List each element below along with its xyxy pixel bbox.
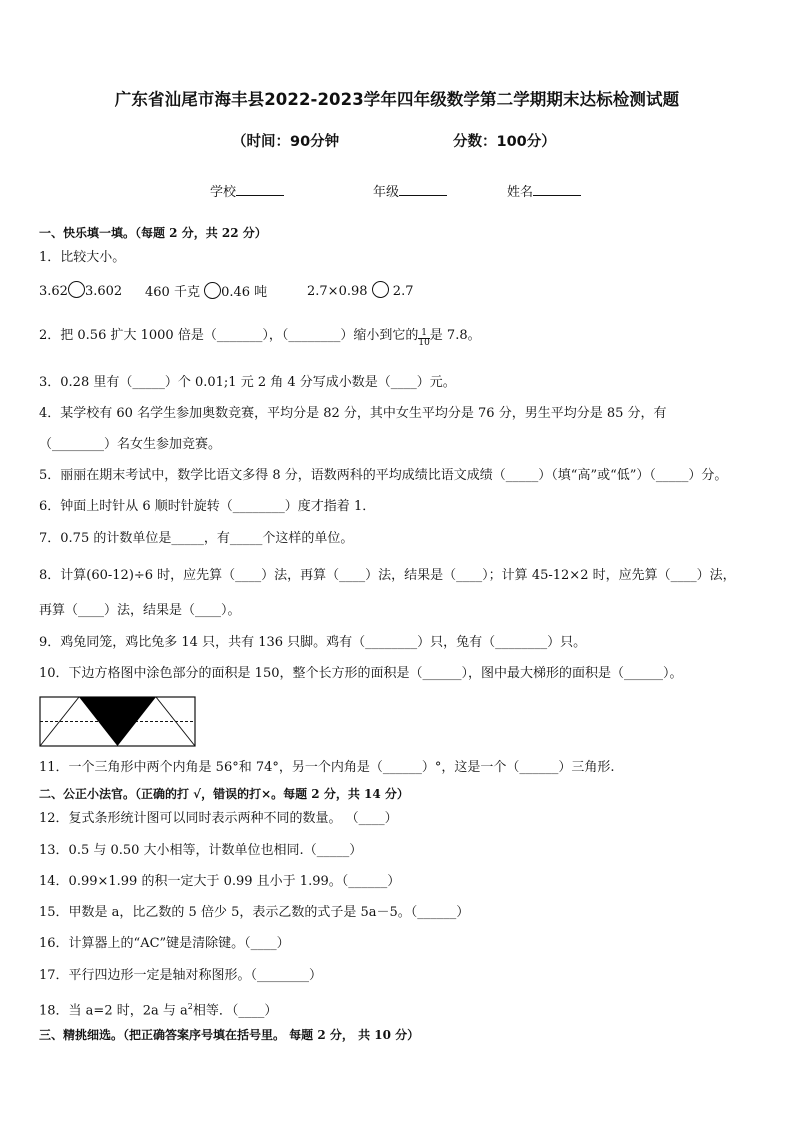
question-11: 11．一个三角形中两个内角是 56°和 74°，另一个内角是（______）°，这是一个（______）三角形. (39, 760, 615, 775)
question-15: 15．甲数是 a，比乙数的 5 倍少 5，表示乙数的式子是 5a－5。（______） (39, 905, 470, 920)
question-3: 3．0.28 里有（_____）个 0.01;1 元 2 角 4 分写成小数是（____）元。 (39, 375, 456, 390)
question-5: 5．丽丽在期末考试中，数学比语文多得 8 分，语数两科的平均成绩比语文成绩（_____）（填“高”或“低”）（_____）分。 (39, 468, 728, 483)
fraction: $\frac{1}{10}$ (418, 328, 430, 348)
exam-time: （时间：90分钟 (232, 134, 340, 150)
question-16: 16．计算器上的“AC”键是清除键。（____） (39, 936, 290, 951)
compare-3: 2.7×0.98 2.7 (307, 281, 413, 299)
question-9: 9．鸡兔同笼，鸡比兔多 14 只，共有 136 只脚。鸡有（________）只，兔有（________）只。 (39, 635, 587, 650)
compare-circle[interactable] (372, 281, 389, 298)
question-2: 2．把 0.56 扩大 1000 倍是（_______），（________）缩小到它的 $\frac{1}{10}$ 是 7.8。 (39, 328, 481, 348)
question-18: 18．当 a=2 时，2a 与 $a^2$相等．（____） (39, 1002, 278, 1019)
question-7: 7．0.75 的计数单位是_____，有_____个这样的单位。 (39, 531, 354, 546)
question-10: 10．下边方格图中涂色部分的面积是 150，整个长方形的面积是（______），图中最大梯形的面积是（______）。 (39, 666, 683, 681)
grade-field[interactable]: 年级 (373, 181, 447, 200)
grid-trapezoid-figure (39, 696, 197, 748)
question-4-cont: （________）名女生参加竞赛。 (39, 437, 222, 452)
name-field[interactable]: 姓名 (507, 181, 581, 200)
question-17: 17．平行四边形一定是轴对称图形。（________） (39, 968, 323, 983)
question-14: 14．0.99×1.99 的积一定大于 0.99 且小于 1.99。（______） (39, 874, 401, 889)
question-1: 1．比较大小。 (39, 250, 126, 265)
compare-circle[interactable] (204, 282, 221, 299)
question-8-cont: 再算（____）法，结果是（____）。 (39, 603, 241, 618)
section-1-heading: 一、快乐填一填。（每题 2 分，共 22 分） (39, 226, 267, 240)
compare-1: 3.62 3.602 (39, 281, 122, 299)
school-field[interactable]: 学校 (210, 181, 284, 200)
section-2-heading: 二、公正小法官。（正确的打 √，错误的打×。每题 2 分，共 14 分） (39, 787, 409, 801)
question-13: 13．0.5 与 0.50 大小相等，计数单位也相同.（_____） (39, 843, 363, 858)
exam-score: 分数：100分） (453, 134, 556, 150)
question-4: 4．某学校有 60 名学生参加奥数竞赛，平均分是 82 分，其中女生平均分是 76 分，男生平均分是 85 分，有 (39, 406, 667, 421)
compare-2: 460 千克 0.46 吨 (145, 281, 267, 300)
compare-circle[interactable] (68, 281, 85, 298)
question-6: 6．钟面上时针从 6 顺时针旋转（________）度才指着 1． (39, 499, 376, 514)
section-3-heading: 三、精挑细选。（把正确答案序号填在括号里。 每题 2 分， 共 10 分） (39, 1028, 420, 1042)
question-8: 8．计算(60-12)÷6 时，应先算（____）法，再算（____）法，结果是（____）；计算 45-12×2 时，应先算（____）法， (39, 568, 736, 583)
page-title: 广东省汕尾市海丰县2022-2023学年四年级数学第二学期期末达标检测试题 (114, 90, 680, 109)
question-12: 12．复式条形统计图可以同时表示两种不同的数量。 （____） (39, 811, 398, 826)
